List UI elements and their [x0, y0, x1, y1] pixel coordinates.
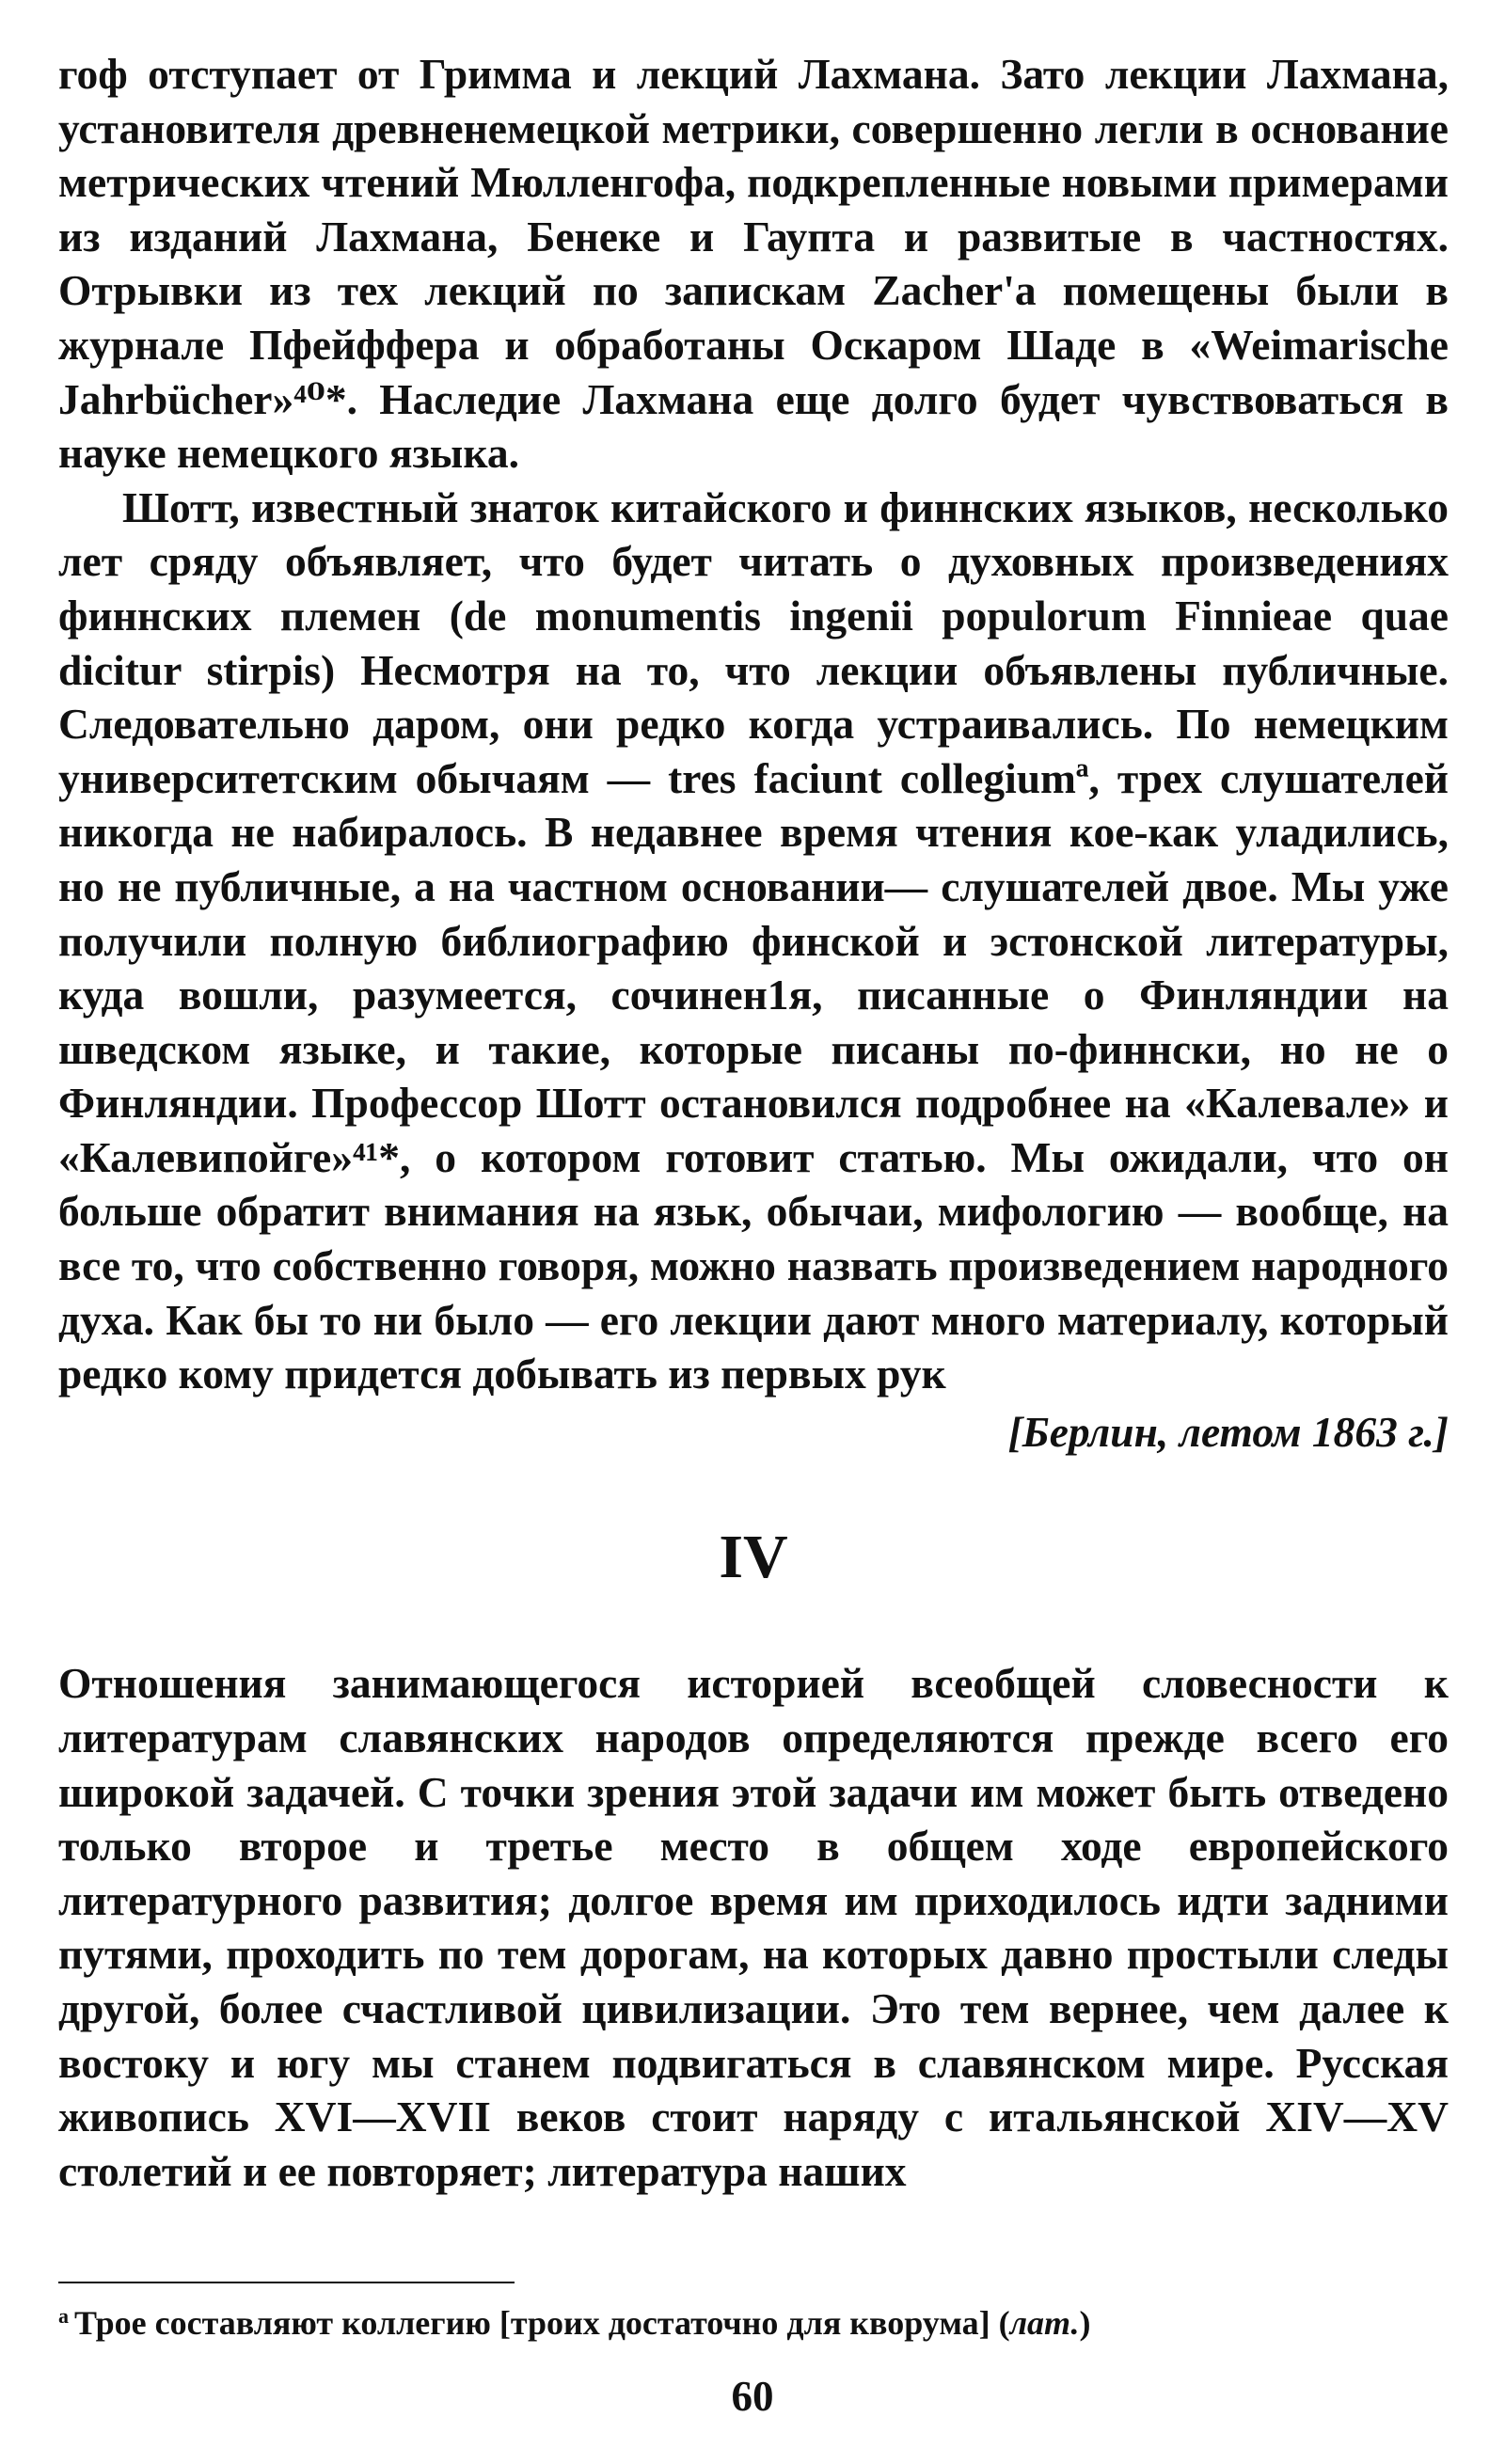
paragraph-2: Шотт, известный знаток китайского и финнских языков, несколько лет сряду объявляет, что будет читать о духовных произведениях финнских племен (de monumentis ingenii populorum Finnieae quae dicitur stirpis) Несмотря на то, что лекции объявлены публичные. Следовательно даром, они редко когда устраивались. По немецким университетским обычаям — tres faciunt collegiumª, трех слушателей никогда не набиралось. В недавнее время чтения кое-как уладились, но не публичные, а на частном основании— слушателей двое. Мы уже получили полную библиографию финской и эстонской литературы, куда вошли, разумеется, сочинен1я, писанные о Финляндии на шведском языке, и такие, которые писаны по-финнски, но не о Финляндии. Профессор Шотт остановился подробнее на «Калевале» и «Калевипойге»⁴¹*, о котором готовит статью. Мы ожидали, что он больше обратит внимания на язьк, обычаи, мифологию — вообще, на все то, что собственно говоря, можно назвать произведением народного духа. Как бы то ни было — его лекции дают много материалу, который редко кому придется добывать из первых рук: [58, 482, 1449, 1398]
footnote-divider: [58, 2282, 515, 2283]
footnote-marker: а: [58, 2304, 69, 2328]
page-number: 60: [731, 2373, 774, 2420]
footnote-close: ): [1079, 2304, 1091, 2342]
paragraph-3: Отношения занимающегося историей всеобщей словесности к литературам славянских народов определяются прежде всего его широкой задачей. С точки зрения этой задачи им может быть отведено только второе и третье место в общем ходе европейского литературного развития; долгое время им приходилось идти задними путями, проходить по тем дорогам, на которых давно простыли следы другой, более счастливой цивилизации. Это тем вернее, чем далее к востоку и югу мы станем подвигаться в славянском мире. Русская живопись XVI—XVII веков стоит наряду с итальянской XIV—XV столетий и ее повторяет; литература наших: [58, 1659, 1449, 2195]
footnote-lang: лат.: [1009, 2304, 1080, 2342]
page-body: [58, 47, 1449, 2198]
section-number: IV: [719, 1523, 788, 1592]
dateline: [Берлин, летом 1863 г.]: [1007, 1407, 1449, 1456]
footnote: [58, 2295, 1449, 2345]
footnote-text: Трое составляют коллегию [троих достаточно для кворума] (: [74, 2304, 1010, 2342]
paragraph-1: гоф отступает от Гримма и лекций Лахмана. Зато лекции Лахмана, установителя древненемецкой метрики, совершенно легли в основание метрических чтений Мюлленгофа, подкрепленные новыми примерами из изданий Лахмана, Бенеке и Гаупта и развитые в частностях. Отрывки из тех лекций по запискам Zacher'a помещены были в журнале Пфейффера и обработаны Оскаром Шаде в «Weimarische Jahrbücher»⁴⁰*. Наследие Лахмана еще долго будет чувствоваться в науке немецкого языка.: [58, 50, 1449, 478]
